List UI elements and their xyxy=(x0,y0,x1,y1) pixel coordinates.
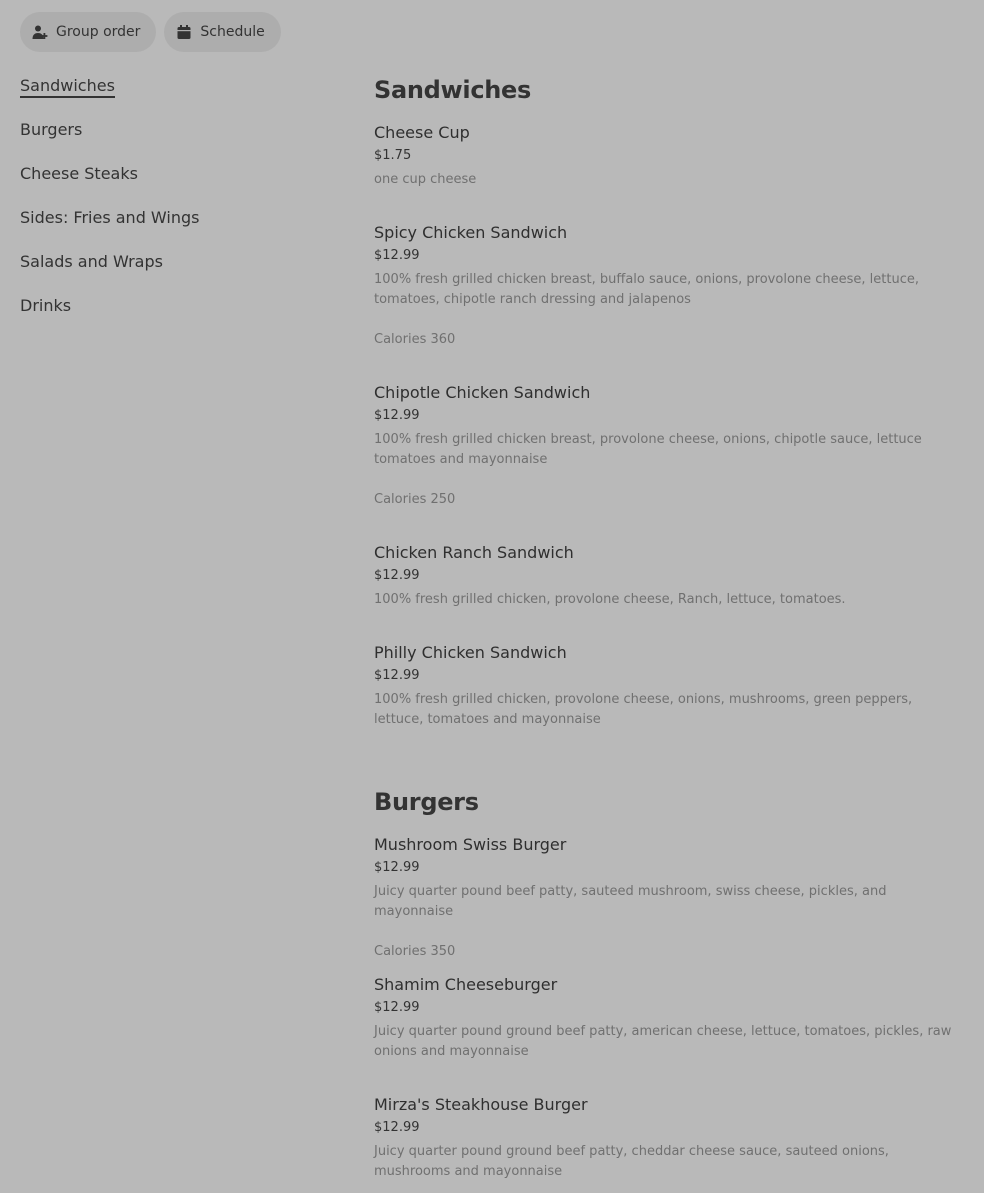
menu-item[interactable] xyxy=(374,641,964,730)
sidebar-item-label: Burgers xyxy=(20,120,83,139)
item-price: $12.99 xyxy=(374,1000,420,1015)
item-description: Juicy quarter pound ground beef patty, cheddar cheese sauce, sauteed onions, mushrooms and mayonnaise xyxy=(374,1144,889,1179)
sidebar-item-cheese-steaks[interactable] xyxy=(20,160,320,204)
item-calories: Calories 250 xyxy=(374,492,456,507)
item-calories: Calories 350 xyxy=(374,944,456,959)
item-price: $12.99 xyxy=(374,860,420,875)
item-name: Mirza's Steakhouse Burger xyxy=(374,1095,588,1114)
section-title-sandwiches: Sandwiches xyxy=(374,76,532,104)
item-description: one cup cheese xyxy=(374,172,477,187)
item-description: Juicy quarter pound beef patty, sauteed mushroom, swiss cheese, pickles, and mayonnaise xyxy=(374,884,887,919)
item-name: Chicken Ranch Sandwich xyxy=(374,543,574,562)
item-description: Juicy quarter pound ground beef patty, american cheese, lettuce, tomatoes, pickles, raw onions and mayonnaise xyxy=(374,1024,952,1059)
top-toolbar xyxy=(20,12,281,52)
add-person-icon xyxy=(32,24,48,40)
item-description: 100% fresh grilled chicken, provolone cheese, onions, mushrooms, green peppers, lettuce, tomatoes and mayonnaise xyxy=(374,692,913,727)
sidebar-item-salads-wraps[interactable] xyxy=(20,248,320,292)
schedule-button[interactable] xyxy=(164,12,280,52)
sidebar-item-label: Sides: Fries and Wings xyxy=(20,208,200,227)
item-name: Chipotle Chicken Sandwich xyxy=(374,383,591,402)
menu-item[interactable] xyxy=(374,1093,964,1182)
item-description: 100% fresh grilled chicken, provolone cheese, Ranch, lettuce, tomatoes. xyxy=(374,592,846,607)
item-name: Spicy Chicken Sandwich xyxy=(374,223,568,242)
item-price: $12.99 xyxy=(374,408,420,423)
sidebar-item-label: Sandwiches xyxy=(20,76,115,98)
sidebar-item-burgers[interactable] xyxy=(20,116,320,160)
item-name: Mushroom Swiss Burger xyxy=(374,835,567,854)
sidebar-item-label: Cheese Steaks xyxy=(20,164,138,183)
sidebar-item-sandwiches[interactable] xyxy=(20,72,320,116)
group-order-button[interactable] xyxy=(20,12,156,52)
sidebar-item-drinks[interactable] xyxy=(20,292,320,336)
item-price: $12.99 xyxy=(374,248,420,263)
menu-item[interactable] xyxy=(374,541,964,610)
schedule-label: Schedule xyxy=(200,24,265,40)
item-name: Philly Chicken Sandwich xyxy=(374,643,567,662)
item-price: $1.75 xyxy=(374,148,412,163)
calendar-icon xyxy=(176,24,192,40)
item-price: $12.99 xyxy=(374,1120,420,1135)
sidebar-item-label: Salads and Wraps xyxy=(20,252,163,271)
item-description: 100% fresh grilled chicken breast, provolone cheese, onions, chipotle sauce, lettuce tomatoes and mayonnaise xyxy=(374,432,922,467)
menu-item[interactable] xyxy=(374,121,964,190)
group-order-label: Group order xyxy=(56,24,141,40)
menu-item[interactable] xyxy=(374,973,964,1062)
menu-item[interactable] xyxy=(374,381,964,510)
item-price: $12.99 xyxy=(374,568,420,583)
item-price: $12.99 xyxy=(374,668,420,683)
menu-item[interactable] xyxy=(374,221,964,350)
section-title-burgers: Burgers xyxy=(374,788,479,816)
menu-item[interactable] xyxy=(374,833,964,962)
item-description: 100% fresh grilled chicken breast, buffalo sauce, onions, provolone cheese, lettuce, tomatoes, chipotle ranch dressing and jalapenos xyxy=(374,272,920,307)
item-name: Cheese Cup xyxy=(374,123,470,142)
sidebar-item-label: Drinks xyxy=(20,296,72,315)
sidebar-item-sides[interactable] xyxy=(20,204,320,248)
category-sidebar xyxy=(20,72,320,336)
item-name: Shamim Cheeseburger xyxy=(374,975,558,994)
item-calories: Calories 360 xyxy=(374,332,456,347)
